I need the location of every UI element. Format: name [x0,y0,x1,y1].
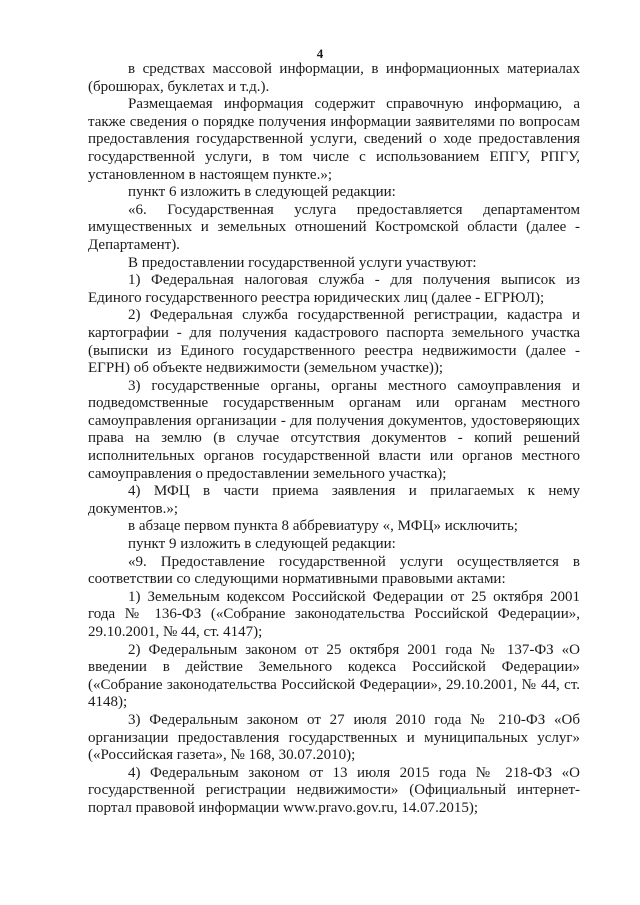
paragraph: пункт 9 изложить в следующей редакции: [128,536,396,553]
document-body [88,61,580,818]
paragraph: 3) государственные органы, органы местного самоуправления и подведомственные государственным органам или органам местного самоуправления организации - для получения документов, удостоверяющих права на землю (в случае отсутствия документов - копий решений исполнительных органов государственной власти или органов местного самоуправления о предоставлении земельного участка); [88,377,580,482]
paragraph: в абзаце первом пункта 8 аббревиатуру «, МФЦ» исключить; [128,518,518,535]
paragraph: «9. Предоставление государственной услуги осуществляется в соответствии со следующими нормативными правовыми актами: [88,553,580,588]
paragraph: В предоставлении государственной услуги участвуют: [128,254,477,271]
paragraph: 4) Федеральным законом от 13 июля 2015 года № 218-ФЗ «О государственной регистрации недвижимости» (Официальный интернет-портал правовой информации www.pravo.gov.ru, 14.07.2015); [88,764,580,816]
paragraph: 4) МФЦ в части приема заявления и прилагаемых к нему документов.»; [88,483,580,517]
paragraph: Размещаемая информация содержит справочную информацию, а также сведения о порядке получения информации заявителями по вопросам предоставления государственной услуги, сведений о ходе предоставления государственной услуги, в том числе с использованием ЕПГУ, РПГУ, установленном в настоящем пункте.»; [88,96,580,183]
paragraph: 1) Федеральная налоговая служба - для получения выписок из Единого государственного реестра юридических лиц (далее - ЕГРЮЛ); [88,272,580,306]
paragraph: пункт 6 изложить в следующей редакции: [128,184,396,201]
paragraph: «6. Государственная услуга предоставляется департаментом имущественных и земельных отношений Костромской области (далее - Департамент). [88,201,580,253]
paragraph: 3) Федеральным законом от 27 июля 2010 года № 210-ФЗ «Об организации предоставления государственных и муниципальных услуг» («Российская газета», № 168, 30.07.2010); [88,711,580,764]
paragraph: 2) Федеральная служба государственной регистрации, кадастра и картографии - для получения кадастрового паспорта земельного участка (выписки из Единого государственного реестра недвижимости (далее - ЕГРН) об объекте недвижимости (земельном участке)); [88,307,580,377]
page-number: 4 [316,46,324,61]
paragraph: в средствах массовой информации, в информационных материалах (брошюрах, буклетах и т.д.). [88,61,580,95]
paragraph: 2) Федеральным законом от 25 октября 2001 года № 137-ФЗ «О введении в действие Земельного кодекса Российской Федерации» («Собрание законодательства Российской Федерации», 29.10.2001, № 44, ст. 4148); [88,641,580,711]
paragraph: 1) Земельным кодексом Российской Федерации от 25 октября 2001 года № 136-ФЗ («Собрание законодательства Российской Федерации», 29.10.2001, № 44, ст. 4147); [88,588,580,640]
